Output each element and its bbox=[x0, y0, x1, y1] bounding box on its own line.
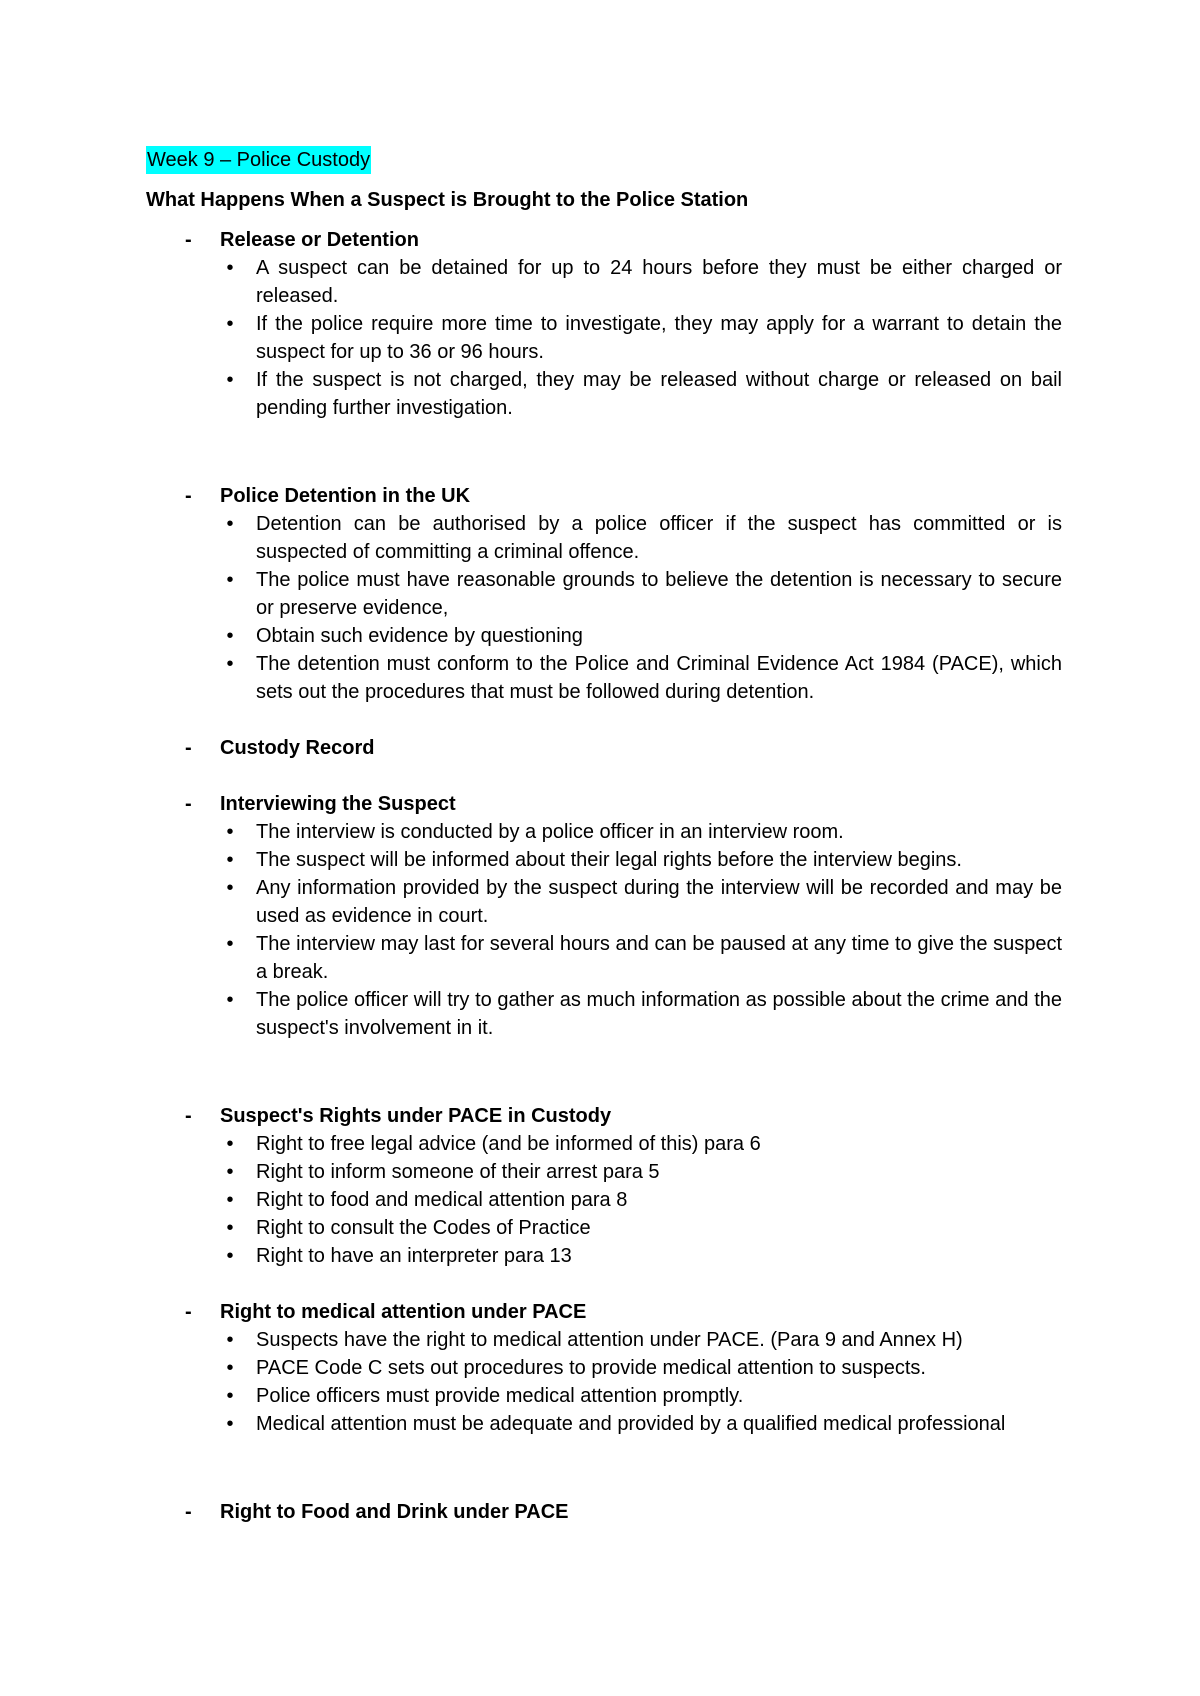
spacer bbox=[146, 1270, 1062, 1298]
bullet-list bbox=[220, 1326, 1062, 1438]
bullet-icon: • bbox=[226, 1329, 234, 1351]
list-item bbox=[220, 366, 1062, 422]
list-item bbox=[220, 510, 1062, 566]
list-item-text: Police officers must provide medical attention promptly. bbox=[256, 1385, 744, 1407]
week-title-line bbox=[146, 146, 1062, 186]
list-item-text: Suspects have the right to medical attention under PACE. (Para 9 and Annex H) bbox=[256, 1329, 963, 1351]
list-item bbox=[220, 818, 1062, 846]
bullet-icon: • bbox=[226, 569, 234, 591]
bullet-icon: • bbox=[226, 1161, 234, 1183]
main-heading: What Happens When a Suspect is Brought to the Police Station bbox=[146, 189, 749, 211]
section-police-detention-uk bbox=[146, 482, 1062, 706]
bullet-icon: • bbox=[226, 1413, 234, 1435]
bullet-icon: • bbox=[226, 257, 234, 279]
section-food-and-drink bbox=[146, 1498, 1062, 1526]
list-item-text: Detention can be authorised by a police officer if the suspect has committed or is suspected of committing a criminal offence. bbox=[256, 513, 1062, 563]
spacer bbox=[146, 1042, 1062, 1102]
section-heading: Interviewing the Suspect bbox=[220, 793, 456, 815]
list-item bbox=[220, 930, 1062, 986]
list-item bbox=[220, 1186, 1062, 1214]
list-item bbox=[220, 1326, 1062, 1354]
section-heading: Police Detention in the UK bbox=[220, 485, 471, 507]
list-item-text: The suspect will be informed about their legal rights before the interview begins. bbox=[256, 849, 962, 871]
spacer bbox=[146, 706, 1062, 734]
list-item-text: If the police require more time to investigate, they may apply for a warrant to detain the suspect for up to 36 or 96 hours. bbox=[256, 313, 1062, 363]
section-dash: - bbox=[185, 1301, 192, 1323]
list-item bbox=[220, 566, 1062, 622]
section-heading: Right to medical attention under PACE bbox=[220, 1301, 587, 1323]
bullet-icon: • bbox=[226, 821, 234, 843]
week-title: Week 9 – Police Custody bbox=[146, 146, 371, 174]
bullet-icon: • bbox=[226, 933, 234, 955]
list-item-text: A suspect can be detained for up to 24 hours before they must be either charged or released. bbox=[256, 257, 1062, 307]
bullet-icon: • bbox=[226, 989, 234, 1011]
section-suspect-rights bbox=[146, 1102, 1062, 1270]
spacer bbox=[146, 422, 1062, 482]
list-item-text: If the suspect is not charged, they may be released without charge or released on bail pending further investigation. bbox=[256, 369, 1062, 419]
list-item-text: Right to consult the Codes of Practice bbox=[256, 1217, 591, 1239]
bullet-icon: • bbox=[226, 849, 234, 871]
section-custody-record bbox=[146, 734, 1062, 762]
list-item-text: Right to inform someone of their arrest para 5 bbox=[256, 1161, 660, 1183]
section-dash: - bbox=[185, 1501, 192, 1523]
section-dash: - bbox=[185, 229, 192, 251]
list-item bbox=[220, 1158, 1062, 1186]
list-item bbox=[220, 622, 1062, 650]
list-item bbox=[220, 310, 1062, 366]
section-heading: Suspect's Rights under PACE in Custody bbox=[220, 1105, 612, 1127]
list-item-text: The police officer will try to gather as much information as possible about the crime and the suspect's involvement in it. bbox=[256, 989, 1062, 1039]
bullet-icon: • bbox=[226, 369, 234, 391]
list-item bbox=[220, 1130, 1062, 1158]
list-item-text: The police must have reasonable grounds to believe the detention is necessary to secure or preserve evidence, bbox=[256, 569, 1062, 619]
bullet-icon: • bbox=[226, 1217, 234, 1239]
section-release-or-detention bbox=[146, 226, 1062, 422]
list-item bbox=[220, 846, 1062, 874]
spacer bbox=[146, 762, 1062, 790]
section-dash: - bbox=[185, 1105, 192, 1127]
list-item-text: PACE Code C sets out procedures to provide medical attention to suspects. bbox=[256, 1357, 926, 1379]
list-item bbox=[220, 1242, 1062, 1270]
bullet-list bbox=[220, 1130, 1062, 1270]
list-item-text: Right to food and medical attention para 8 bbox=[256, 1189, 628, 1211]
section-heading: Release or Detention bbox=[220, 229, 419, 251]
bullet-icon: • bbox=[226, 877, 234, 899]
section-heading: Right to Food and Drink under PACE bbox=[220, 1501, 569, 1523]
list-item-text: The interview may last for several hours and can be paused at any time to give the suspect a break. bbox=[256, 933, 1062, 983]
bullet-icon: • bbox=[226, 313, 234, 335]
document-body bbox=[146, 146, 1062, 1526]
bullet-list bbox=[220, 254, 1062, 422]
section-interviewing-suspect bbox=[146, 790, 1062, 1042]
list-item-text: The interview is conducted by a police officer in an interview room. bbox=[256, 821, 844, 843]
list-item bbox=[220, 254, 1062, 310]
bullet-icon: • bbox=[226, 1189, 234, 1211]
list-item bbox=[220, 1354, 1062, 1382]
list-item bbox=[220, 986, 1062, 1042]
bullet-icon: • bbox=[226, 1385, 234, 1407]
bullet-icon: • bbox=[226, 1133, 234, 1155]
list-item bbox=[220, 650, 1062, 706]
list-item-text: Right to have an interpreter para 13 bbox=[256, 1245, 572, 1267]
bullet-list bbox=[220, 510, 1062, 706]
spacer bbox=[146, 1438, 1062, 1498]
bullet-list bbox=[220, 818, 1062, 1042]
bullet-icon: • bbox=[226, 1245, 234, 1267]
bullet-icon: • bbox=[226, 625, 234, 647]
section-dash: - bbox=[185, 485, 192, 507]
list-item-text: Any information provided by the suspect during the interview will be recorded and may be used as evidence in court. bbox=[256, 877, 1062, 927]
list-item-text: Right to free legal advice (and be informed of this) para 6 bbox=[256, 1133, 761, 1155]
list-item-text: The detention must conform to the Police and Criminal Evidence Act 1984 (PACE), which sets out the procedures that must be followed during detention. bbox=[256, 653, 1062, 703]
list-item-text: Medical attention must be adequate and provided by a qualified medical professional bbox=[256, 1413, 1006, 1435]
bullet-icon: • bbox=[226, 1357, 234, 1379]
list-item bbox=[220, 1410, 1062, 1438]
section-dash: - bbox=[185, 793, 192, 815]
section-heading: Custody Record bbox=[220, 737, 375, 759]
list-item bbox=[220, 874, 1062, 930]
list-item bbox=[220, 1382, 1062, 1410]
section-dash: - bbox=[185, 737, 192, 759]
list-item-text: Obtain such evidence by questioning bbox=[256, 625, 583, 647]
list-item bbox=[220, 1214, 1062, 1242]
bullet-icon: • bbox=[226, 513, 234, 535]
bullet-icon: • bbox=[226, 653, 234, 675]
section-medical-attention bbox=[146, 1298, 1062, 1438]
